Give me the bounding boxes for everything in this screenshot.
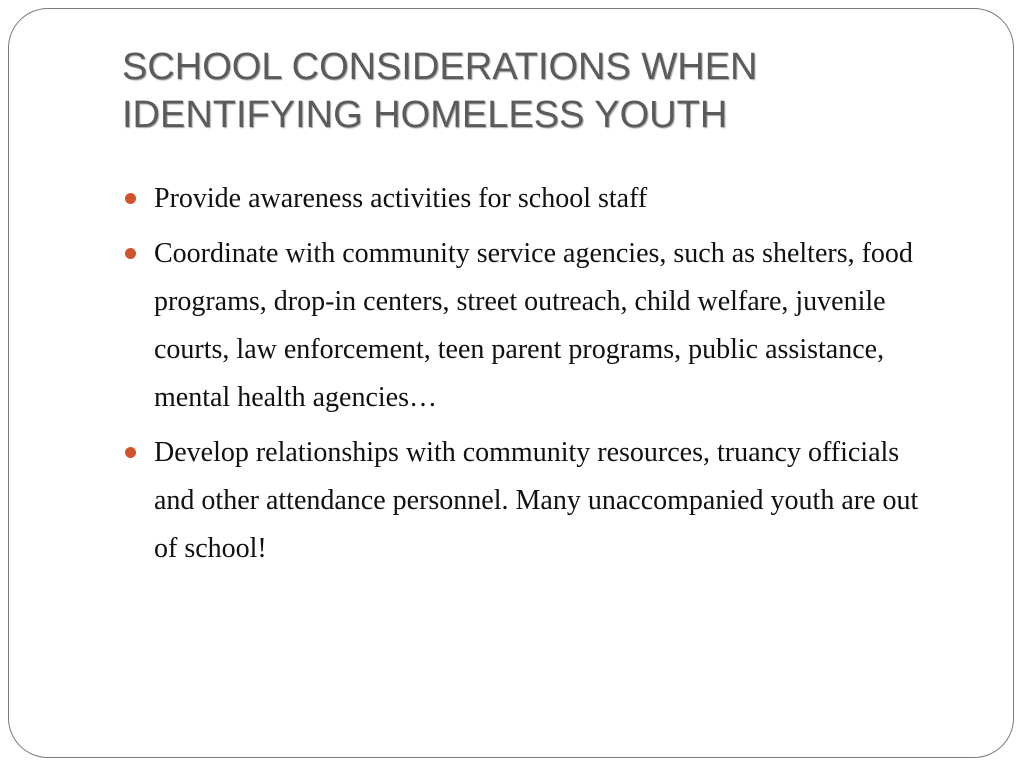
bullet-item-relationships (125, 429, 935, 573)
bullet-item-awareness (125, 175, 935, 223)
slide-title-line-1: SCHOOL CONSIDERATIONS WHEN (122, 46, 758, 88)
bullet-list (125, 175, 935, 580)
bullet-text-awareness: Provide awareness activities for school staff (154, 183, 648, 214)
bullet-text-coordinate: Coordinate with community service agencies, such as shelters, food programs, drop-in centers, street outreach, child welfare, juvenile courts, law enforcement, teen parent programs, public assistance, mental health agencies… (154, 238, 913, 413)
bullet-dot-icon (125, 248, 136, 259)
bullet-text-relationships: Develop relationships with community resources, truancy officials and other attendance personnel. Many unaccompanied youth are out of school! (154, 437, 919, 564)
slide-title (122, 43, 922, 139)
slide-title-line-2: IDENTIFYING HOMELESS YOUTH (122, 94, 728, 136)
bullet-dot-icon (125, 447, 136, 458)
slide-frame (8, 8, 1014, 758)
bullet-item-coordinate (125, 230, 935, 422)
bullet-dot-icon (125, 193, 136, 204)
